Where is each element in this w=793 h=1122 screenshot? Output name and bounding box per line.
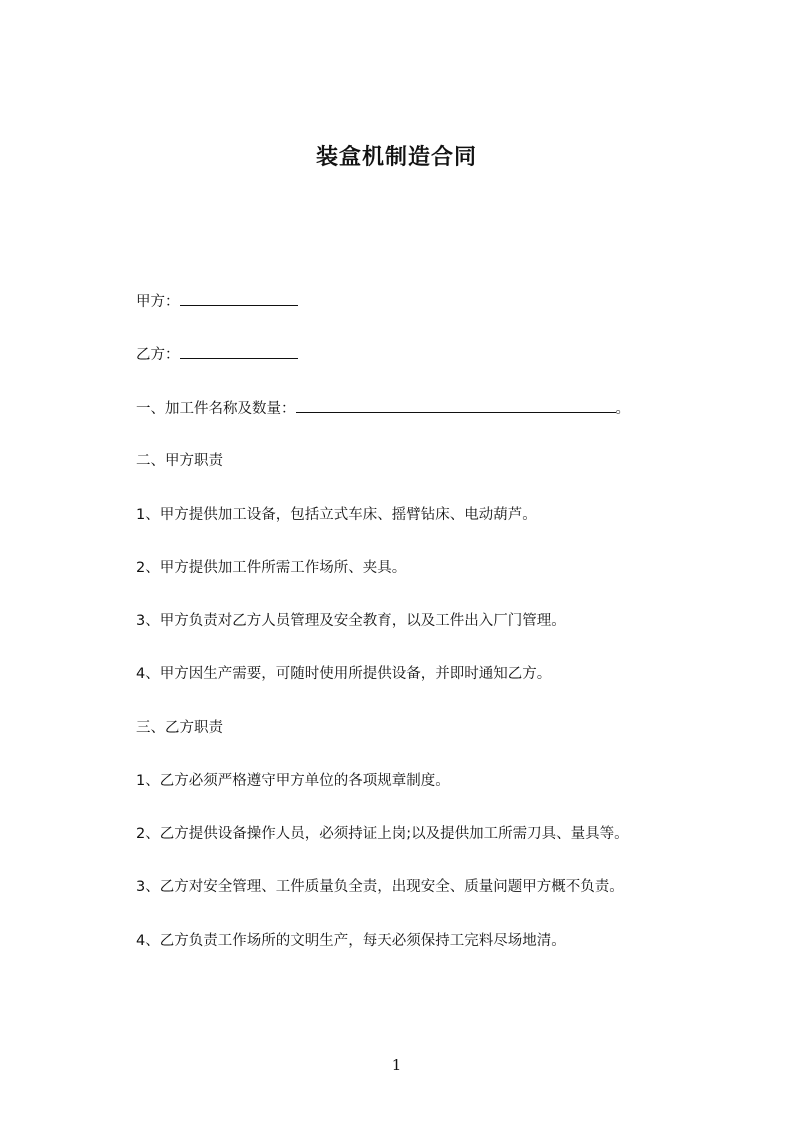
- section3-item: 1、乙方必须严格遵守甲方单位的各项规章制度。: [136, 773, 450, 789]
- section3-item: 2、乙方提供设备操作人员，必须持证上岗;以及提供加工所需刀具、量具等。: [136, 826, 629, 842]
- party-b-line: [136, 344, 298, 365]
- section3-item: 4、乙方负责工作场所的文明生产，每天必须保持工完料尽场地清。: [136, 933, 566, 949]
- section1-end: 。: [615, 401, 630, 417]
- party-a-blank: [180, 291, 298, 306]
- section2-item: 1、甲方提供加工设备，包括立式车床、摇臂钻床、电动葫芦。: [136, 507, 537, 523]
- section2-item: 2、甲方提供加工件所需工作场所、夹具。: [136, 560, 407, 576]
- section1-line: [136, 398, 630, 419]
- page-number: 1: [391, 1056, 402, 1074]
- document-title: 装盒机制造合同: [315, 145, 477, 170]
- section2-item: 3、甲方负责对乙方人员管理及安全教育，以及工件出入厂门管理。: [136, 613, 566, 629]
- party-b-blank: [180, 344, 298, 359]
- section2-item: 4、甲方因生产需要，可随时使用所提供设备，并即时通知乙方。: [136, 666, 552, 682]
- section2-heading: 二、甲方职责: [136, 453, 223, 469]
- section3-item: 3、乙方对安全管理、工件质量负全责，出现安全、质量问题甲方概不负责。: [136, 879, 624, 895]
- section1-blank: [296, 398, 616, 413]
- party-b-label: 乙方：: [136, 347, 180, 363]
- party-a-label: 甲方：: [136, 294, 180, 310]
- party-a-line: [136, 291, 298, 312]
- section1-label: 一、加工件名称及数量：: [136, 401, 296, 417]
- section3-heading: 三、乙方职责: [136, 720, 223, 736]
